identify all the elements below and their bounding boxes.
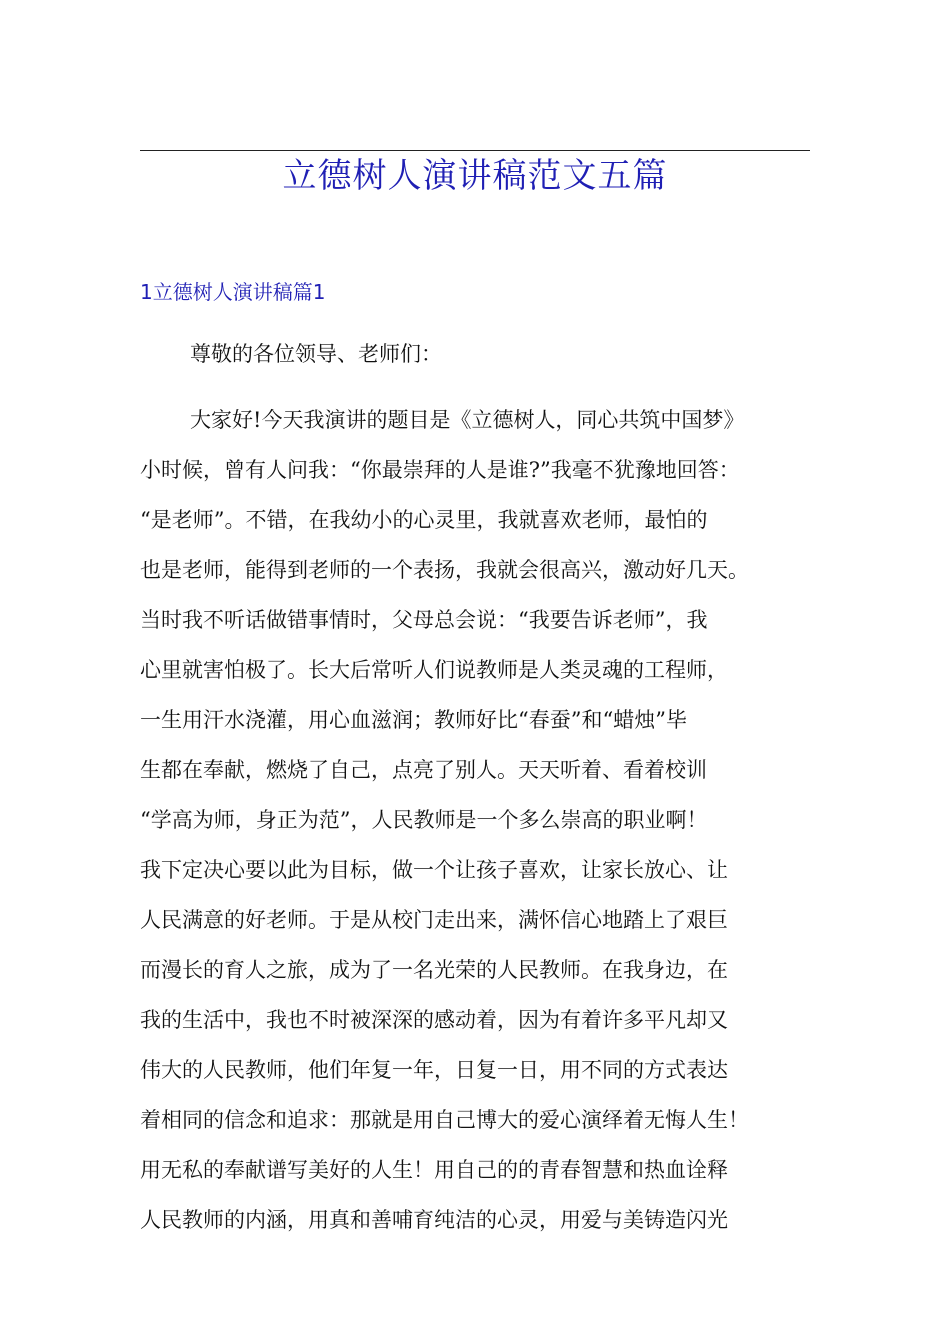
paragraph-line: 大家好!今天我演讲的题目是《立德树人，同心共筑中国梦》	[190, 408, 745, 432]
paragraph-line: 小时候，曾有人问我：“你最崇拜的人是谁?”我毫不犹豫地回答：	[140, 458, 740, 482]
paragraph-line: 我下定决心要以此为目标，做一个让孩子喜欢，让家长放心、让	[140, 858, 728, 882]
paragraph-line: 也是老师，能得到老师的一个表扬，我就会很高兴，激动好几天。	[140, 558, 749, 582]
section-heading: 1立德树人演讲稿篇1	[140, 280, 326, 304]
document-title: 立德树人演讲稿范文五篇	[282, 156, 668, 196]
paragraph-line: 人民满意的好老师。于是从校门走出来，满怀信心地踏上了艰巨	[140, 908, 728, 932]
paragraph-line: 当时我不听话做错事情时，父母总会说：“我要告诉老师”，我	[140, 608, 708, 632]
paragraph-line: 而漫长的育人之旅，成为了一名光荣的人民教师。在我身边，在	[140, 958, 728, 982]
salutation: 尊敬的各位领导、老师们：	[190, 342, 442, 366]
paragraph-line: 一生用汗水浇灌，用心血滋润；教师好比“春蚕”和“蜡烛”毕	[140, 708, 687, 732]
paragraph-line: 人民教师的内涵，用真和善哺育纯洁的心灵，用爱与美铸造闪光	[140, 1208, 728, 1232]
paragraph-line: 生都在奉献，燃烧了自己，点亮了别人。天天听着、看着校训	[140, 758, 707, 782]
paragraph-line: “学高为师，身正为范”，人民教师是一个多么崇高的职业啊！	[140, 808, 708, 832]
paragraph-line: 伟大的人民教师，他们年复一年，日复一日，用不同的方式表达	[140, 1058, 728, 1082]
paragraph-line: 我的生活中，我也不时被深深的感动着，因为有着许多平凡却又	[140, 1008, 728, 1032]
paragraph-line: 着相同的信念和追求：那就是用自己博大的爱心演绎着无悔人生！	[140, 1108, 749, 1132]
paragraph-line: 心里就害怕极了。长大后常听人们说教师是人类灵魂的工程师，	[140, 658, 728, 682]
paragraph-line: 用无私的奉献谱写美好的人生！用自己的的青春智慧和热血诠释	[140, 1158, 728, 1182]
paragraph-line: “是老师”。不错，在我幼小的心灵里，我就喜欢老师，最怕的	[140, 508, 708, 532]
